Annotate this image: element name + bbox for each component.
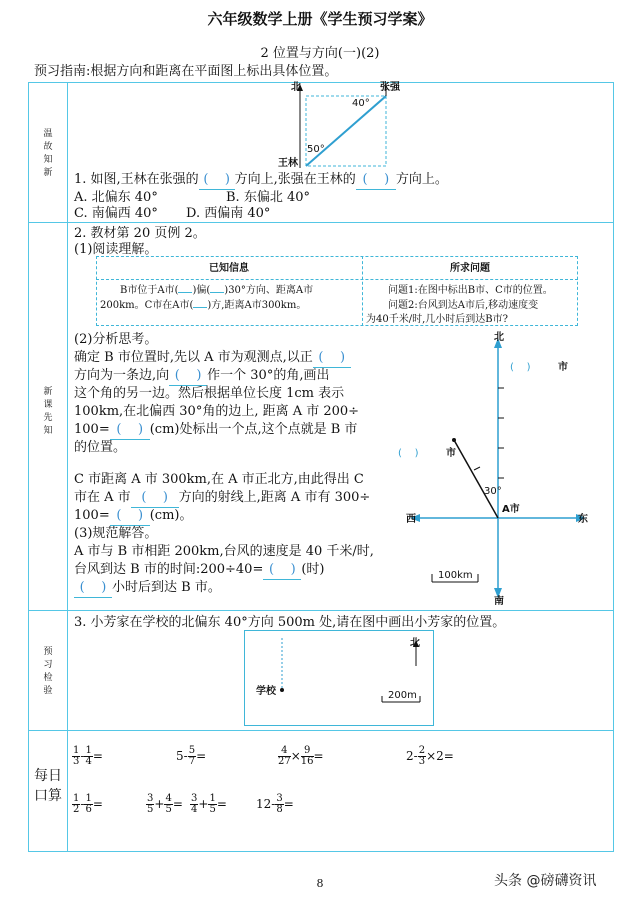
angle-50-label: 50° xyxy=(307,144,325,155)
ask-line-1: 问题1:在图中标出B市、C市的位置。 xyxy=(388,285,553,296)
school-label: 学校 xyxy=(256,686,276,697)
analyze-line-1: 确定 B 市位置时,先以 A 市为观测点,以正 ( ) xyxy=(74,348,351,368)
standard-heading: (3)规范解答。 xyxy=(74,526,158,541)
zhang-label: 张强 xyxy=(380,82,400,93)
review-north-label: 北 xyxy=(291,82,301,93)
calc-2-1: $\frac{1}{2}$ - $\frac{1}{6}$ = xyxy=(73,793,103,815)
question-3: 3. 小芳家在学校的北偏东 40°方向 500m 处,请在图中画出小芳家的位置。 xyxy=(74,615,506,630)
ask-line-2: 问题2:台风到达A市后,移动速度变 xyxy=(388,300,539,311)
question-2: 2. 教材第 20 页例 2。 xyxy=(74,226,206,241)
option-c: C. 南偏西 40° xyxy=(74,206,158,221)
answer-blank-2[interactable]: ( ) xyxy=(356,170,396,190)
compass-angle-label: 30° xyxy=(484,486,502,497)
calc-1-3: $\frac{4}{27}$ × $\frac{9}{16}$ = xyxy=(278,745,324,767)
school-point xyxy=(280,688,284,692)
known-blank-1[interactable] xyxy=(178,292,192,293)
known-blank-3[interactable] xyxy=(193,307,207,308)
school-figure xyxy=(244,630,434,726)
analyze-line-4: 100km,在北偏西 30°角的边上, 距离 A 市 200÷ xyxy=(74,404,360,419)
compass-figure xyxy=(398,330,598,602)
calc-2-2: $\frac{3}{5}$ + $\frac{4}{5}$ = xyxy=(147,793,183,815)
option-d: D. 西偏南 40° xyxy=(186,206,271,221)
solution-blank-2[interactable]: ( ) xyxy=(74,578,112,598)
analyze-line-8: 市在 A 市 ( ) 方向的射线上,距离 A 市有 300÷ xyxy=(74,488,370,508)
analyze-blank-1[interactable]: ( ) xyxy=(313,348,351,368)
compass-east: 东 xyxy=(578,514,588,525)
known-info-header: 已知信息 xyxy=(209,263,249,274)
analyze-heading: (2)分析思考。 xyxy=(74,332,158,347)
row-label-new: 新课先知 xyxy=(43,387,53,436)
asked-question-header: 所求问题 xyxy=(450,263,490,274)
calc-2-3: $\frac{3}{4}$ + $\frac{1}{5}$ = xyxy=(191,793,227,815)
read-heading: (1)阅读理解。 xyxy=(74,242,158,257)
solution-blank-1[interactable]: ( ) xyxy=(263,560,301,580)
compass-west: 西 xyxy=(406,514,416,525)
answer-blank-1[interactable]: ( ) xyxy=(199,170,235,190)
b-direction-line xyxy=(454,440,498,518)
analyze-line-6: 的位置。 xyxy=(74,440,127,455)
solution-line-1: A 市与 B 市相距 200km,台风的速度是 40 千米/时, xyxy=(74,544,374,559)
known-line-1: B市位于A市( )偏( )30°方向、距离A市 xyxy=(120,285,314,296)
analyze-line-7: C 市距离 A 市 300km,在 A 市正北方,由此得出 C xyxy=(74,472,364,487)
analyze-line-2: 方向为一条边,向 ( ) 作一个 30°的角,画出 xyxy=(74,366,329,386)
analyze-line-9: 100= ( ) (cm)。 xyxy=(74,506,192,526)
ask-line-3: 为40千米/时,几小时后到达B市? xyxy=(366,314,508,325)
analyze-blank-3[interactable]: ( ) xyxy=(110,420,150,440)
analyze-line-5: 100= ( ) (cm)处标出一个点,这个点就是 B 市 xyxy=(74,420,357,440)
calc-1-4: 2- $\frac{2}{3}$ ×2= xyxy=(406,745,454,767)
page-number: 8 xyxy=(316,877,324,890)
option-b: B. 东偏北 40° xyxy=(226,190,310,205)
row-label-check: 预习检验 xyxy=(43,647,53,696)
compass-south: 南 xyxy=(494,596,504,607)
known-line-2: 200km。C市在A市( )方,距离A市300km。 xyxy=(100,300,307,311)
compass-scale-label: 100km xyxy=(438,570,473,581)
page-title: 六年级数学上册《学生预习学案》 xyxy=(207,10,433,28)
calc-1-2: 5- $\frac{5}{7}$ = xyxy=(176,745,207,767)
solution-line-2: 台风到达 B 市的时间:200÷40= ( ) (时) xyxy=(74,560,325,580)
question-1: 1. 如图,王林在张强的 ( ) 方向上,张强在王林的 ( ) 方向上。 xyxy=(74,170,448,190)
city-a-label: A市 xyxy=(502,504,520,515)
option-a: A. 北偏东 40° xyxy=(74,190,158,205)
solution-line-3: ( ) 小时后到达 B 市。 xyxy=(74,578,221,598)
angle-40-label: 40° xyxy=(352,98,370,109)
city-top-label: 市 xyxy=(558,362,568,373)
analyze-line-3: 这个角的另一边。然后根据单位长度 1cm 表示 xyxy=(74,386,345,401)
row-label-review: 温故知新 xyxy=(43,129,53,178)
city-top-blank[interactable]: ( ) xyxy=(510,362,531,373)
calc-1-1: $\frac{1}{3}$ - $\frac{1}{4}$ = xyxy=(73,745,103,767)
check-scale-label: 200m xyxy=(388,690,417,701)
known-blank-2[interactable] xyxy=(210,292,224,293)
analyze-blank-4[interactable]: ( ) xyxy=(131,488,179,508)
compass-north: 北 xyxy=(494,332,504,343)
section-subtitle: 2 位置与方向(一)(2) xyxy=(260,46,380,61)
guide-text: 预习指南:根据方向和距离在平面图上标出具体位置。 xyxy=(34,64,338,79)
analyze-blank-2[interactable]: ( ) xyxy=(169,366,207,386)
city-mid-label: 市 xyxy=(446,448,456,459)
calc-2-4: 12- $\frac{3}{8}$ = xyxy=(256,793,294,815)
row-label-daily: 每日口算 xyxy=(34,768,62,804)
analyze-blank-5[interactable]: ( ) xyxy=(110,506,150,526)
check-north-label: 北 xyxy=(410,638,420,649)
watermark: 头条 @磅礴资讯 xyxy=(494,873,597,889)
wang-label: 王林 xyxy=(278,158,298,169)
city-mid-blank[interactable]: ( ) xyxy=(398,448,419,459)
